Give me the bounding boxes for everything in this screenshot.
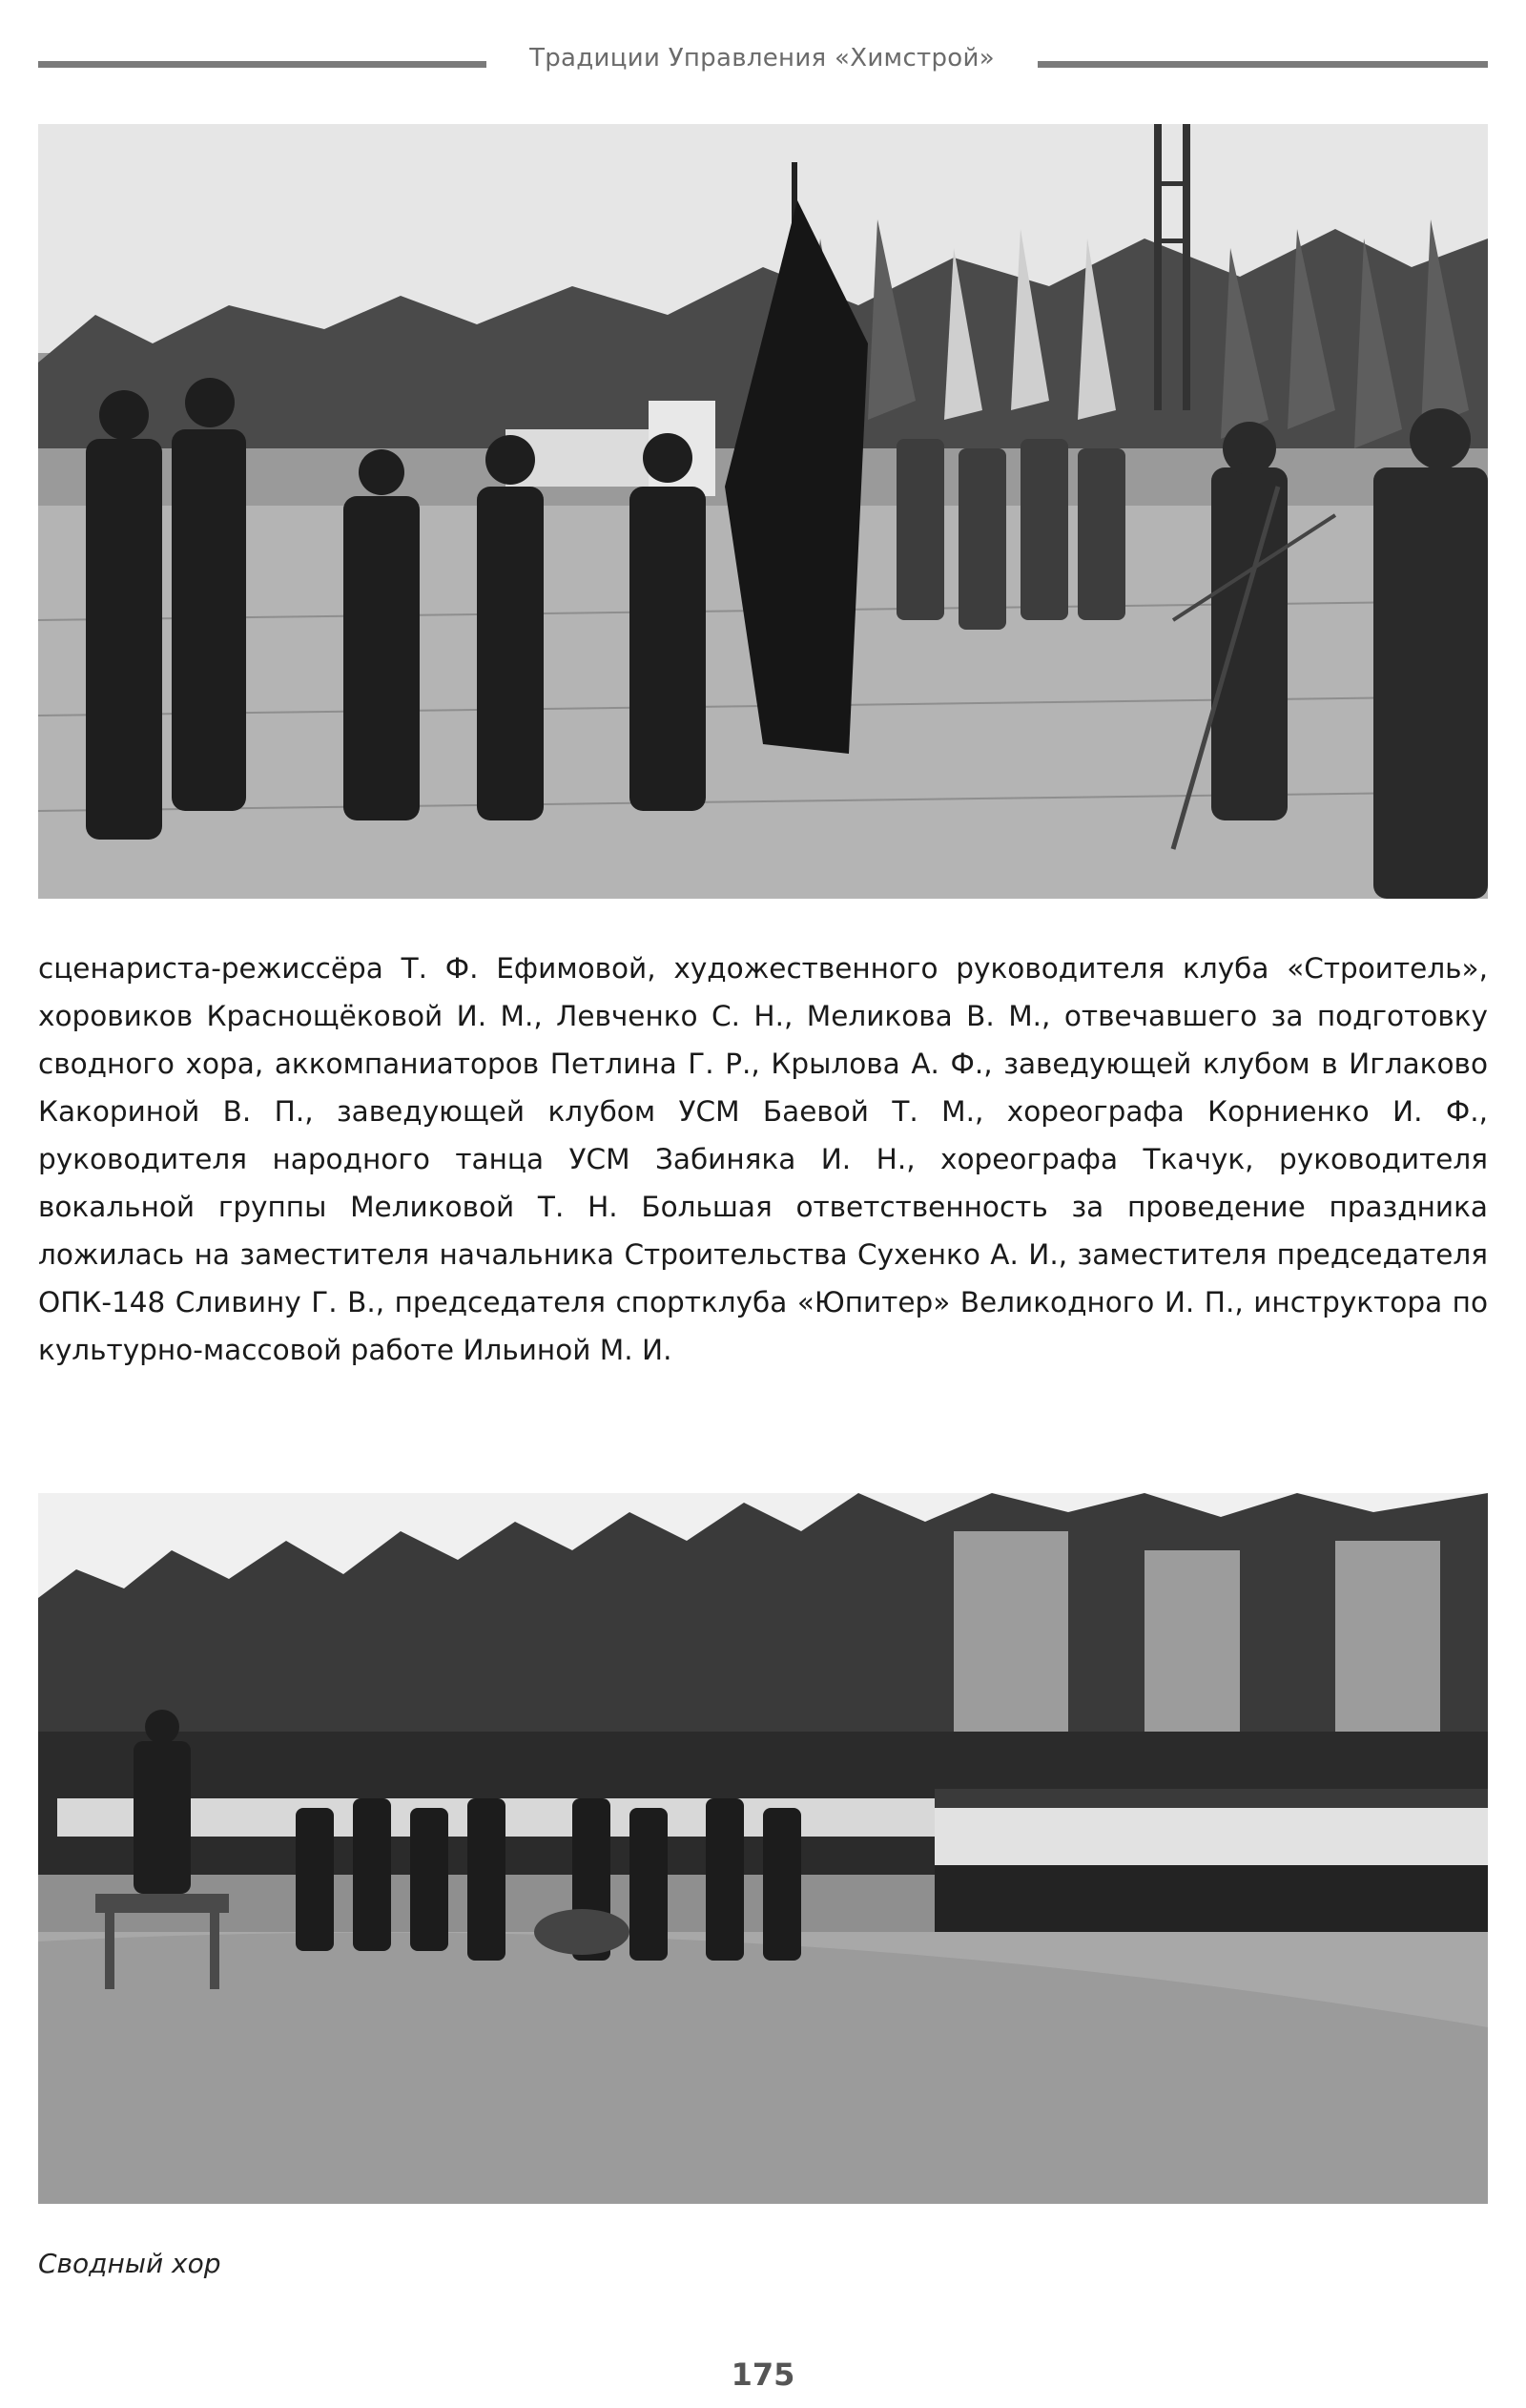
choir-photo — [38, 1493, 1488, 2204]
ceremony-photo — [38, 124, 1488, 899]
photo-caption: Сводный хор — [38, 2248, 221, 2279]
header-rule-right — [1038, 61, 1488, 68]
running-header — [38, 42, 1488, 84]
header-rule-left — [38, 61, 486, 68]
page-number: 175 — [731, 2356, 795, 2393]
running-header-title: Традиции Управления «Химстрой» — [529, 44, 995, 73]
body-paragraph: сценариста-режиссёра Т. Ф. Ефимовой, художественного руководителя клуба «Строитель», хоровиков Краснощёковой И. М., Левченко С. Н., Меликова В. М., отвечавшего за подготовку сводного хора, аккомпаниаторов Петлина Г. Р., Крылова А. Ф., заведующей клубом в Иглаково Какориной В. П., заведующей клубом УСМ Баевой Т. М., хореографа Корниенко И. Ф., руководителя народного танца УСМ Забиняка И. Н., хореографа Ткачук, руководителя вокальной группы Меликовой Т. Н. Большая ответственность за проведение праздника ложилась на заместителя начальника Строительства Сухенко А. И., заместителя председателя ОПК-148 Сливину Г. В., председателя спортклуба «Юпитер» Великодного И. П., инструктора по культурно-массовой работе Ильиной М. И. — [38, 952, 1488, 1366]
